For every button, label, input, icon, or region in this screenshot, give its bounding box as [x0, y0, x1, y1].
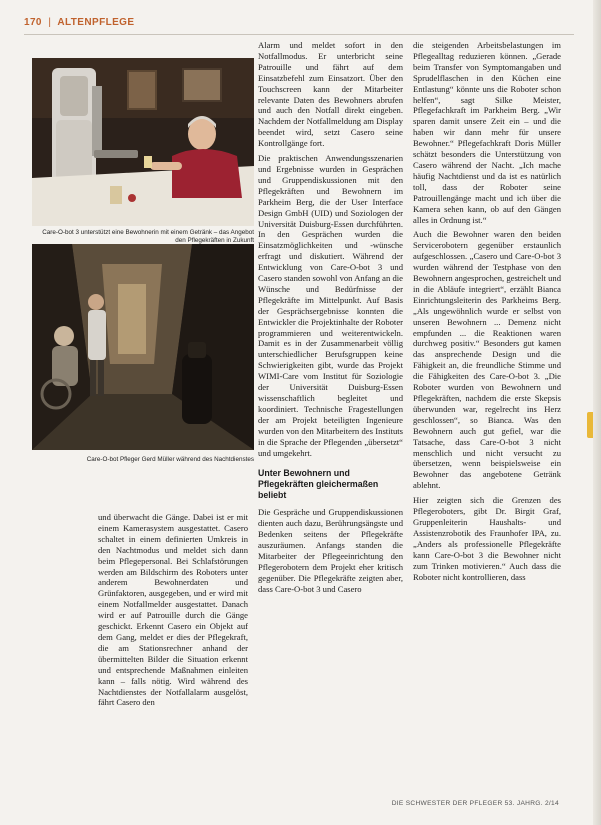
section-subheading: Unter Bewohnern und Pflegekräften gleichermaßen beliebt: [258, 468, 379, 501]
col-b-paragraph-3: Die Gespräche und Gruppendiskussionen dienten auch dazu, Berührungsängste und Bedenken seitens der Pflegekräfte auszuräumen. Anfangs standen die Mitarbeiter der Pflegeeinrichtung den Pflegerobotern dem Projekt eher kritisch gegenüber. Die Pflegekräfte zeigten aber, dass Care-O-bot 3 und Casero: [258, 507, 403, 594]
page-spine-shadow: [593, 0, 601, 825]
section-title: ALTENPFLEGE: [57, 17, 135, 28]
page-footer: DIE SCHWESTER DER PFLEGER 53. JAHRG. 2/14: [391, 800, 559, 807]
col-c-paragraph-2: Auch die Bewohner waren den beiden Servicerobotern gegenüber erstaunlich aufgeschlossen. „Casero und Care-O-bot 3 wurden während der Testphase von den Bewohnern angesprochen, gestreichelt und in die Abläufe integriert“, erzählt Bianca Einrichtungsleiterin des Parkheims Berg. „Als ungewöhnlich wurde er selbst von unseren Bewohnern ... Demenz nicht empfunden ... die Reaktionen waren durchweg positiv.“ Besonders gut kamen das ansprechende Design und die Fähigkeit an, die freundliche Stimme und die Fähigkeiten des Care-O-bot 3. „Die Roboter wurden von Bewohnern und Pflegekräften, nachdem die erste Skepsis überwunden war, regelrecht ins Herz geschlossen“, so Bianca. Was den Bewohnern auch gut gefiel, war die Tatsache, dass Care-O-bot 3 nicht menschlich und nicht versucht zu übersetzen, wenn beispielsweise ein Bewohner das angebotene Getränk ablehnt.: [413, 229, 561, 491]
col-a-paragraph: und überwacht die Gänge. Dabei ist er mit einem Kamerasystem ausgestattet. Casero schaltet in einem definierten Umkreis in den Nachtmodus und meldet sich dann beim Pflegepersonal. Bei Schlafstörungen werden am Bildschirm des Roboters unter anderem Bewohnerdaten und Grünfaktoren, ausgegeben, und er wird mit einem Notfallmelder ausgestattet. Danach wird er auf Patrouille durch die Gänge geschickt. Erkennt Casero ein Objekt auf dem Gang, meldet er dies der Pflegekraft, die am Stationsrechner anhand der übermittelten Bilder die Situation erkennt und entsprechende Maßnahmen einleiten kann – falls nötig. Wird während des Nachtdienstes der Notfallalarm ausgelöst, fährt Casero den: [98, 512, 248, 708]
photo-night-corridor: [32, 244, 254, 450]
photo2-caption: Care-O-bot Pfleger Gerd Müller während des Nachtdienstes: [86, 456, 254, 463]
col-c-paragraph-1: die steigenden Arbeitsbelastungen im Pflegealltag reduzieren können. „Gerade beim Transfer von Symptomangaben und Sprudelflaschen in den Küchen eine Entlastung“ könnte uns die Roboter schon helfen“, sagt Silke Meister, Pflegefachkraft im Parkheim Berg. „Wir sparen damit unsere Zeit ein – und die haben wir dann mehr für unsere Bewohner.“ Pflegefachkraft Doris Müller schätzt besonders die Unterstützung von Casero während der Nacht. „Ich mache häufig Nachtdienst und da ist es natürlich toll, dass der Roboter seine Patrouillengänge macht und ich über die Kamera sehen kann, ob auf den Gängen alles in Ordnung ist.“: [413, 40, 561, 225]
col-b-paragraph-1: Alarm und meldet sofort in den Notfallmodus. Er unterbricht seine Patrouille und fährt auf dem Einsatzbefehl zum Einsatzort. Über den Touchscreen kann der Mitarbeiter relevante Daten des Bewohners abrufen und auch den Notfall direkt eingeben. Nachdem der Notfallmeldung am Display beendet wird, setzt Casero seine Kontrollgänge fort.: [258, 40, 403, 149]
photo-robot-with-resident: [32, 58, 254, 226]
header-separator: |: [48, 17, 51, 28]
photo1-caption: Care-O-bot 3 unterstützt eine Bewohnerin mit einem Getränk – das Angebot den Pflegekräften in Zukunft: [42, 229, 254, 244]
col-b-paragraph-2: Die praktischen Anwendungsszenarien und Ergebnisse wurden in Gesprächen und Gruppendiskussionen mit den Pflegekräften und Bewohnern im Parkheim Berg, die der User Interface Design GmbH (UID) und Soziologen der Universität Duisburg-Essen durchführten. In den Gesprächen wurden die Einsatzmöglichkeiten und -wünsche erfragt und diskutiert. Während der Entwicklung von Care-O-bot 3 und Casero standen sowohl von Anfang an die Wünsche und Bedürfnisse der Pflegekräfte im Mittelpunkt. Auf Basis der Gesprächsergebnisse konnten die Entwickler die Projektinhalte der Roboter programmieren und weiterentwickeln. Damit es in der Zusammenarbeit völlig unterschiedlicher Berufsgruppen keine Schwierigkeiten gibt, wurde das Projekt WIMI-Care vom Institut für Soziologie der Universität Duisburg-Essen wissenschaftlich begleitet und koordiniert. Technische Fragestellungen der am Projekt beteiligten Ingenieure wurden von den Mitarbeitern des Instituts in die Sprache der Pflegenden „übersetzt“ und umgekehrt.: [258, 153, 403, 458]
article-column-c: [413, 40, 561, 586]
page-header: [24, 12, 574, 35]
article-column-a: [98, 512, 248, 712]
page-number: 170: [24, 17, 42, 28]
col-c-paragraph-3: Hier zeigten sich die Grenzen des Pflegeroboters, gibt Dr. Birgit Graf, Gruppenleiterin Haushalts- und Assistenzrobotik des Fraunhofer IPA, zu. „Anders als professionelle Pflegekräfte kann Care-O-bot 3 die Bewohner nicht zum Trinken motivieren.“ Auch dass die Roboter nicht kontrollieren, dass: [413, 495, 561, 582]
article-column-b: [258, 40, 403, 599]
